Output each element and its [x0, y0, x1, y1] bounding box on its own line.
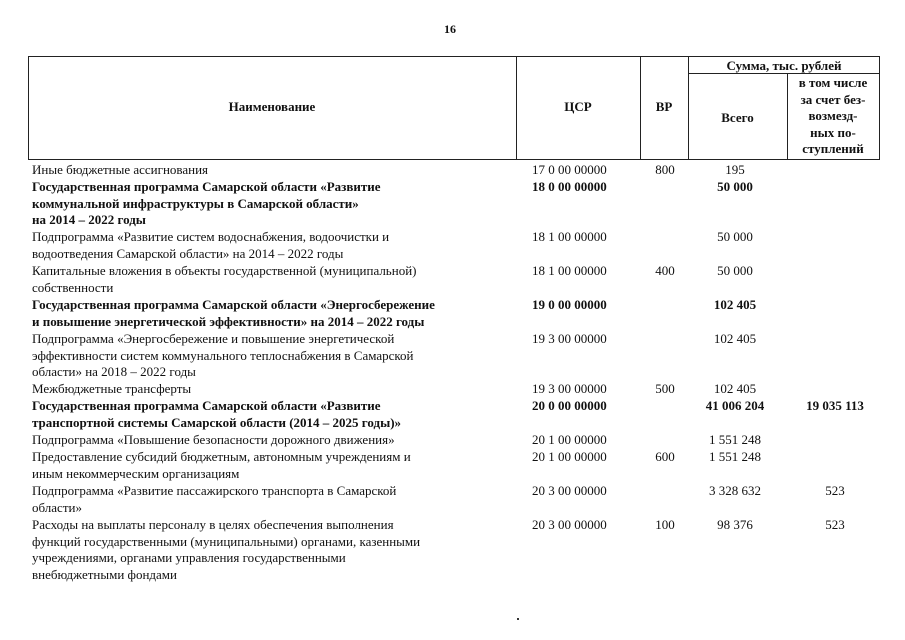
- row-vr: 600: [655, 449, 675, 464]
- row-name-line: на 2014 – 2022 годы: [32, 212, 146, 228]
- row-csr: 18 0 00 00000: [532, 179, 607, 194]
- row-csr: 20 3 00 00000: [532, 483, 607, 498]
- row-free: 19 035 113: [806, 398, 864, 413]
- row-csr: 20 3 00 00000: [532, 517, 607, 532]
- row-vr: 800: [655, 162, 675, 177]
- row-name: [32, 331, 512, 381]
- row-total: 1 551 248: [709, 449, 761, 464]
- row-vr: 400: [655, 263, 675, 278]
- row-free: 523: [825, 517, 845, 532]
- row-name: [32, 179, 512, 229]
- row-total: 195: [725, 162, 745, 177]
- row-total: 102 405: [713, 331, 757, 346]
- row-total: 102 405: [713, 297, 757, 312]
- row-total: 1 551 248: [709, 432, 761, 447]
- row-csr: 20 1 00 00000: [532, 432, 607, 447]
- row-name: [32, 398, 512, 431]
- row-name-line: Подпрограмма «Развитие пассажирского транспорта в Самарской: [32, 483, 397, 498]
- row-name-line: Подпрограмма «Развитие систем водоснабжения, водоочистки и: [32, 229, 390, 244]
- row-total: 41 006 204: [705, 398, 765, 413]
- row-name-line: коммунальной инфраструктуры в Самарской области»: [32, 195, 359, 211]
- row-name: [32, 432, 512, 449]
- row-name: [32, 263, 512, 296]
- header-bottom-border: [28, 159, 880, 160]
- row-name-line: водоотведения Самарской области» на 2014 – 2022 годы: [32, 245, 344, 261]
- row-name: [32, 162, 512, 179]
- row-name-line: Подпрограмма «Повышение безопасности дорожного движения»: [32, 432, 395, 447]
- row-csr: 19 3 00 00000: [532, 331, 607, 346]
- row-csr: 19 0 00 00000: [532, 297, 607, 312]
- header-free: [787, 75, 879, 158]
- row-name-line: Государственная программа Самарской области «Развитие: [32, 179, 381, 194]
- row-name-line: собственности: [32, 279, 114, 295]
- row-name-line: эффективности систем коммунального теплоснабжения в Самарской: [32, 347, 414, 363]
- header-name: Наименование: [228, 99, 316, 114]
- row-csr: 20 1 00 00000: [532, 449, 607, 464]
- row-total: 50 000: [717, 229, 753, 244]
- header-free-line: в том числе: [798, 75, 868, 90]
- row-name-line: функций государственными (муниципальными) органами, казенными: [32, 533, 421, 549]
- row-total: 50 000: [717, 179, 753, 194]
- row-name: [32, 483, 512, 516]
- row-name-line: Государственная программа Самарской области «Развитие: [32, 398, 381, 413]
- header-free-line: возмезд-: [808, 108, 858, 123]
- row-total: 3 328 632: [709, 483, 761, 498]
- row-csr: 17 0 00 00000: [532, 162, 607, 177]
- row-csr: 18 1 00 00000: [532, 229, 607, 244]
- row-name: [32, 449, 512, 482]
- row-total: 102 405: [713, 381, 757, 396]
- header-free-line: ступлений: [802, 141, 864, 156]
- row-name-line: области» на 2018 – 2022 годы: [32, 364, 196, 380]
- row-name: [32, 297, 512, 330]
- header-top-border: [28, 56, 880, 57]
- row-name: [32, 229, 512, 262]
- row-name: [32, 517, 512, 584]
- row-name-line: Иные бюджетные ассигнования: [32, 162, 209, 177]
- row-vr: 500: [655, 381, 675, 396]
- row-name-line: учреждениями, органами управления государственными: [32, 550, 346, 566]
- row-name-line: Межбюджетные трансферты: [32, 381, 192, 396]
- row-name-line: Капитальные вложения в объекты государственной (муниципальной): [32, 263, 417, 278]
- row-name-line: и повышение энергетической эффективности» на 2014 – 2022 годы: [32, 313, 425, 329]
- header-free-line: за счет без-: [800, 91, 866, 107]
- row-csr: 20 0 00 00000: [532, 398, 607, 413]
- header-total: Всего: [721, 110, 754, 125]
- row-vr: 100: [655, 517, 675, 532]
- row-name-line: иным некоммерческим организациям: [32, 465, 240, 481]
- header-sum-group: Сумма, тыс. рублей: [726, 58, 842, 73]
- row-csr: 18 1 00 00000: [532, 263, 607, 278]
- row-name-line: Предоставление субсидий бюджетным, автономным учреждениям и: [32, 449, 411, 464]
- row-name-line: Подпрограмма «Энергосбережение и повышение энергетической: [32, 331, 395, 346]
- header-csr: ЦСР: [564, 99, 592, 114]
- row-total: 50 000: [717, 263, 753, 278]
- row-name-line: внебюджетными фондами: [32, 567, 177, 583]
- row-free: 523: [825, 483, 845, 498]
- header-vr: ВР: [655, 99, 673, 114]
- scan-dot: [517, 618, 519, 620]
- row-total: 98 376: [717, 517, 753, 532]
- page-number: 16: [444, 22, 456, 36]
- row-csr: 19 3 00 00000: [532, 381, 607, 396]
- row-name: [32, 381, 512, 398]
- row-name-line: Государственная программа Самарской области «Энергосбережение: [32, 297, 435, 312]
- row-name-line: Расходы на выплаты персоналу в целях обеспечения выполнения: [32, 517, 394, 532]
- header-free-line: ных по-: [810, 124, 856, 140]
- row-name-line: транспортной системы Самарской области (2014 – 2025 годы)»: [32, 414, 402, 430]
- row-name-line: области»: [32, 499, 82, 515]
